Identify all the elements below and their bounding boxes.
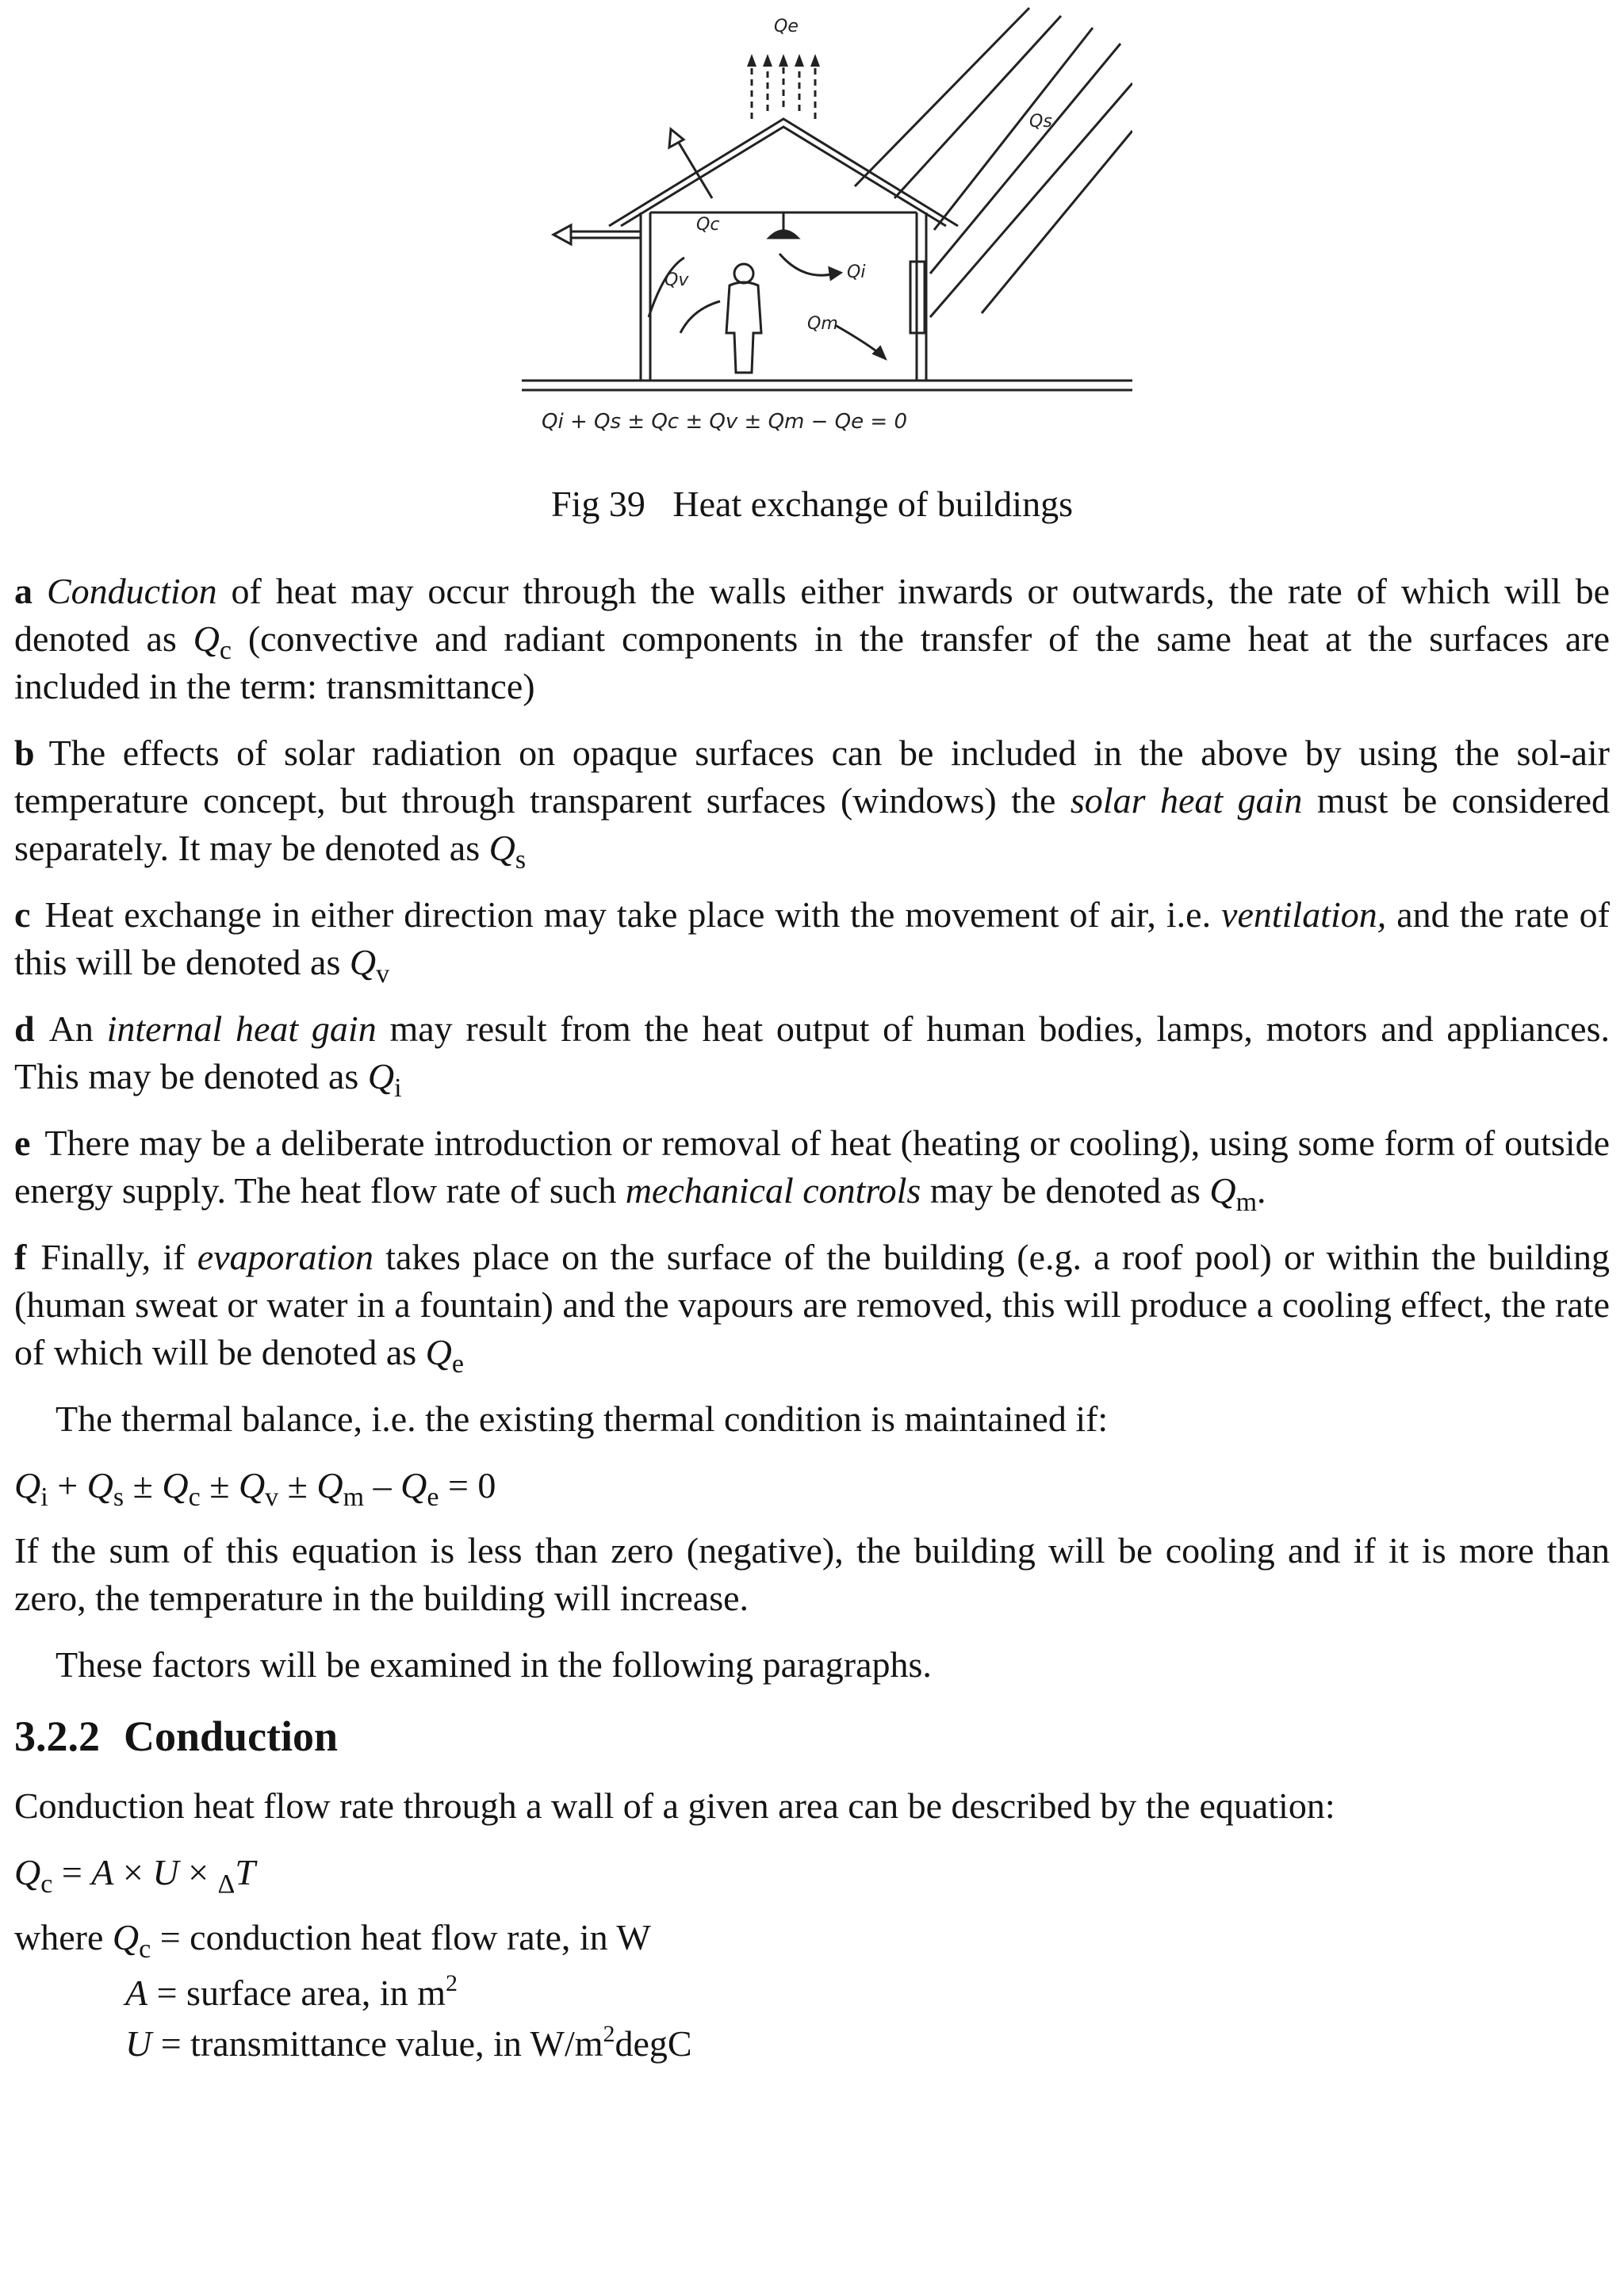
paragraph-b [14,729,1610,872]
equation-rhs: = 0 [439,1465,496,1506]
where-u [14,2020,1610,2068]
balance-equation [14,1462,1610,1510]
q-symbol: Q [238,1465,266,1506]
symbol-sub: s [515,845,527,874]
symbol: Q [1209,1170,1236,1211]
paragraph-text: (convective and radiant components in the transfer of the same heat at the surfaces are included in the term: transmittance) [14,618,1610,706]
paragraph-text: An [48,1008,107,1049]
term: ventilation, [1221,894,1387,935]
body-text [14,568,1610,2068]
q-symbol: Q [14,1465,41,1506]
sub-c: c [188,1483,201,1512]
figure-title: Heat exchange of buildings [672,484,1073,524]
q-symbol: Q [162,1465,189,1506]
operator: ± [124,1465,163,1506]
lamp [769,231,798,238]
conduction-intro: Conduction heat flow rate through a wall of a given area can be described by the equation: [14,1785,1335,1826]
sub-m: m [343,1483,365,1512]
balance-intro: The thermal balance, i.e. the existing thermal condition is maintained if: [56,1399,1109,1439]
term: internal heat gain [106,1008,377,1049]
times: × [178,1852,218,1892]
where-qc [14,1914,1610,1964]
figure-caption [14,480,1610,528]
label-qc: Qc [696,215,720,235]
term: evaporation [197,1237,373,1277]
symbol: Q [193,618,220,659]
term: solar heat gain [1070,780,1303,821]
section-number: 3.2.2 [14,1712,100,1760]
paragraph-text: The effects of solar radiation on opaque surfaces can be included in the above by using the sol-air temperature concept, but through transparent surfaces (windows) the [14,733,1610,821]
paragraph-tail: . [1257,1170,1266,1211]
label-qs: Qs [1029,112,1052,132]
section-title: Conduction [124,1712,339,1760]
q-symbol: Q [400,1465,427,1506]
a-symbol: A [91,1852,114,1892]
symbol-sub: v [376,959,390,989]
figure-equation: Qi + Qs ± Qc ± Qv ± Qm − Qe = 0 [542,410,907,434]
sub-s: s [113,1483,124,1512]
paragraph-text: may be denoted as [921,1170,1210,1211]
symbol-sub: i [394,1073,402,1103]
qc-arrowhead [669,129,684,147]
u-symbol: U [125,2023,152,2064]
times: × [113,1852,153,1892]
symbol: Q [488,828,515,868]
paragraph-text: There may be a deliberate introduction or removal of heat (heating or cooling), using some form of outside energy supply. The heat flow rate of such [14,1123,1610,1211]
sub-i: i [40,1483,48,1512]
definition-text: = transmittance value, in W/m [151,2023,603,2064]
term: mechanical controls [625,1170,921,1211]
item-letter: d [14,1008,35,1049]
label-qm: Qm [807,314,838,334]
operator: – [364,1465,401,1506]
symbol-sub: c [219,636,232,665]
sub-c: c [139,1934,151,1964]
label-qe: Qe [774,17,799,36]
paragraph-e [14,1119,1610,1215]
equals: = [52,1852,92,1892]
item-letter: e [14,1123,31,1163]
heat-exchange-figure [522,0,1132,476]
a-symbol: A [125,1973,148,2013]
paragraph-text: Finally, if [40,1237,197,1277]
factors-note: These factors will be examined in the following paragraphs. [56,1644,932,1685]
person-body [726,282,761,373]
paragraph-text: and the rate of this will be denoted as [14,894,1610,982]
symbol: Q [349,942,377,982]
delta-symbol: Δ [217,1869,236,1899]
qi-arrow [779,254,835,275]
balance-result: If the sum of this equation is less than zero (negative), the building will be cooling and if it is more than zero, the temperature in the building will increase. [14,1530,1610,1618]
conduction-equation [14,1849,1610,1899]
qe-arrows [752,63,815,119]
definition-tail: degC [615,2023,692,2064]
label-qv: Qv [665,270,689,290]
qs-rays [855,8,1132,317]
q-symbol: Q [316,1465,343,1506]
superscript: 2 [445,1970,458,1996]
q-symbol: Q [86,1465,113,1506]
sub-e: e [427,1483,439,1512]
paragraph-a [14,568,1610,710]
term: Conduction [47,571,217,611]
symbol: Q [425,1332,452,1372]
figure-label: Fig 39 [551,484,645,524]
operator: ± [200,1465,239,1506]
paragraph-text: may result from the heat output of human bodies, lamps, motors and appliances. This may be denoted as [14,1008,1610,1096]
symbol-sub: e [451,1349,464,1379]
paragraph-text: must be considered separately. It may be denoted as [14,780,1610,868]
qv-arrowhead [553,225,571,244]
paragraph-text: of heat may occur through the walls either inwards or outwards, the rate of which will be denoted as [14,571,1610,659]
u-symbol: U [152,1852,179,1892]
operator: + [48,1465,87,1506]
paragraph-text: Heat exchange in either direction may take place with the movement of air, i.e. [44,894,1222,935]
where-word: where [14,1917,113,1957]
item-letter: b [14,733,35,773]
sub-v: v [265,1483,279,1512]
paragraph-c [14,891,1610,989]
definition-text: = surface area, in m [147,1973,446,2013]
section-heading [14,1711,1610,1762]
sub-c: c [40,1869,53,1899]
q-symbol: Q [112,1917,140,1957]
operator: ± [278,1465,317,1506]
person-head [734,264,753,283]
item-letter: f [14,1237,27,1277]
symbol-sub: m [1235,1188,1258,1217]
item-letter: a [14,571,33,611]
paragraph-d [14,1005,1610,1103]
qm-arrow [835,325,879,353]
house-diagram [522,0,1132,476]
paragraph-text: takes place on the surface of the building (e.g. a roof pool) or within the building (human sweat or water in a fountain) and the vapours are removed, this will produce a cooling effect, the rate of which will be denoted as [14,1237,1610,1372]
superscript: 2 [603,2021,615,2047]
paragraph-f [14,1234,1610,1379]
label-qi: Qi [847,262,866,282]
where-a [14,1969,1610,2017]
symbol: Q [367,1056,395,1096]
definition-text: = conduction heat flow rate, in W [151,1917,651,1957]
where-definitions [14,1914,1610,2068]
item-letter: c [14,894,31,935]
t-symbol: T [235,1852,255,1892]
q-symbol: Q [14,1852,41,1892]
